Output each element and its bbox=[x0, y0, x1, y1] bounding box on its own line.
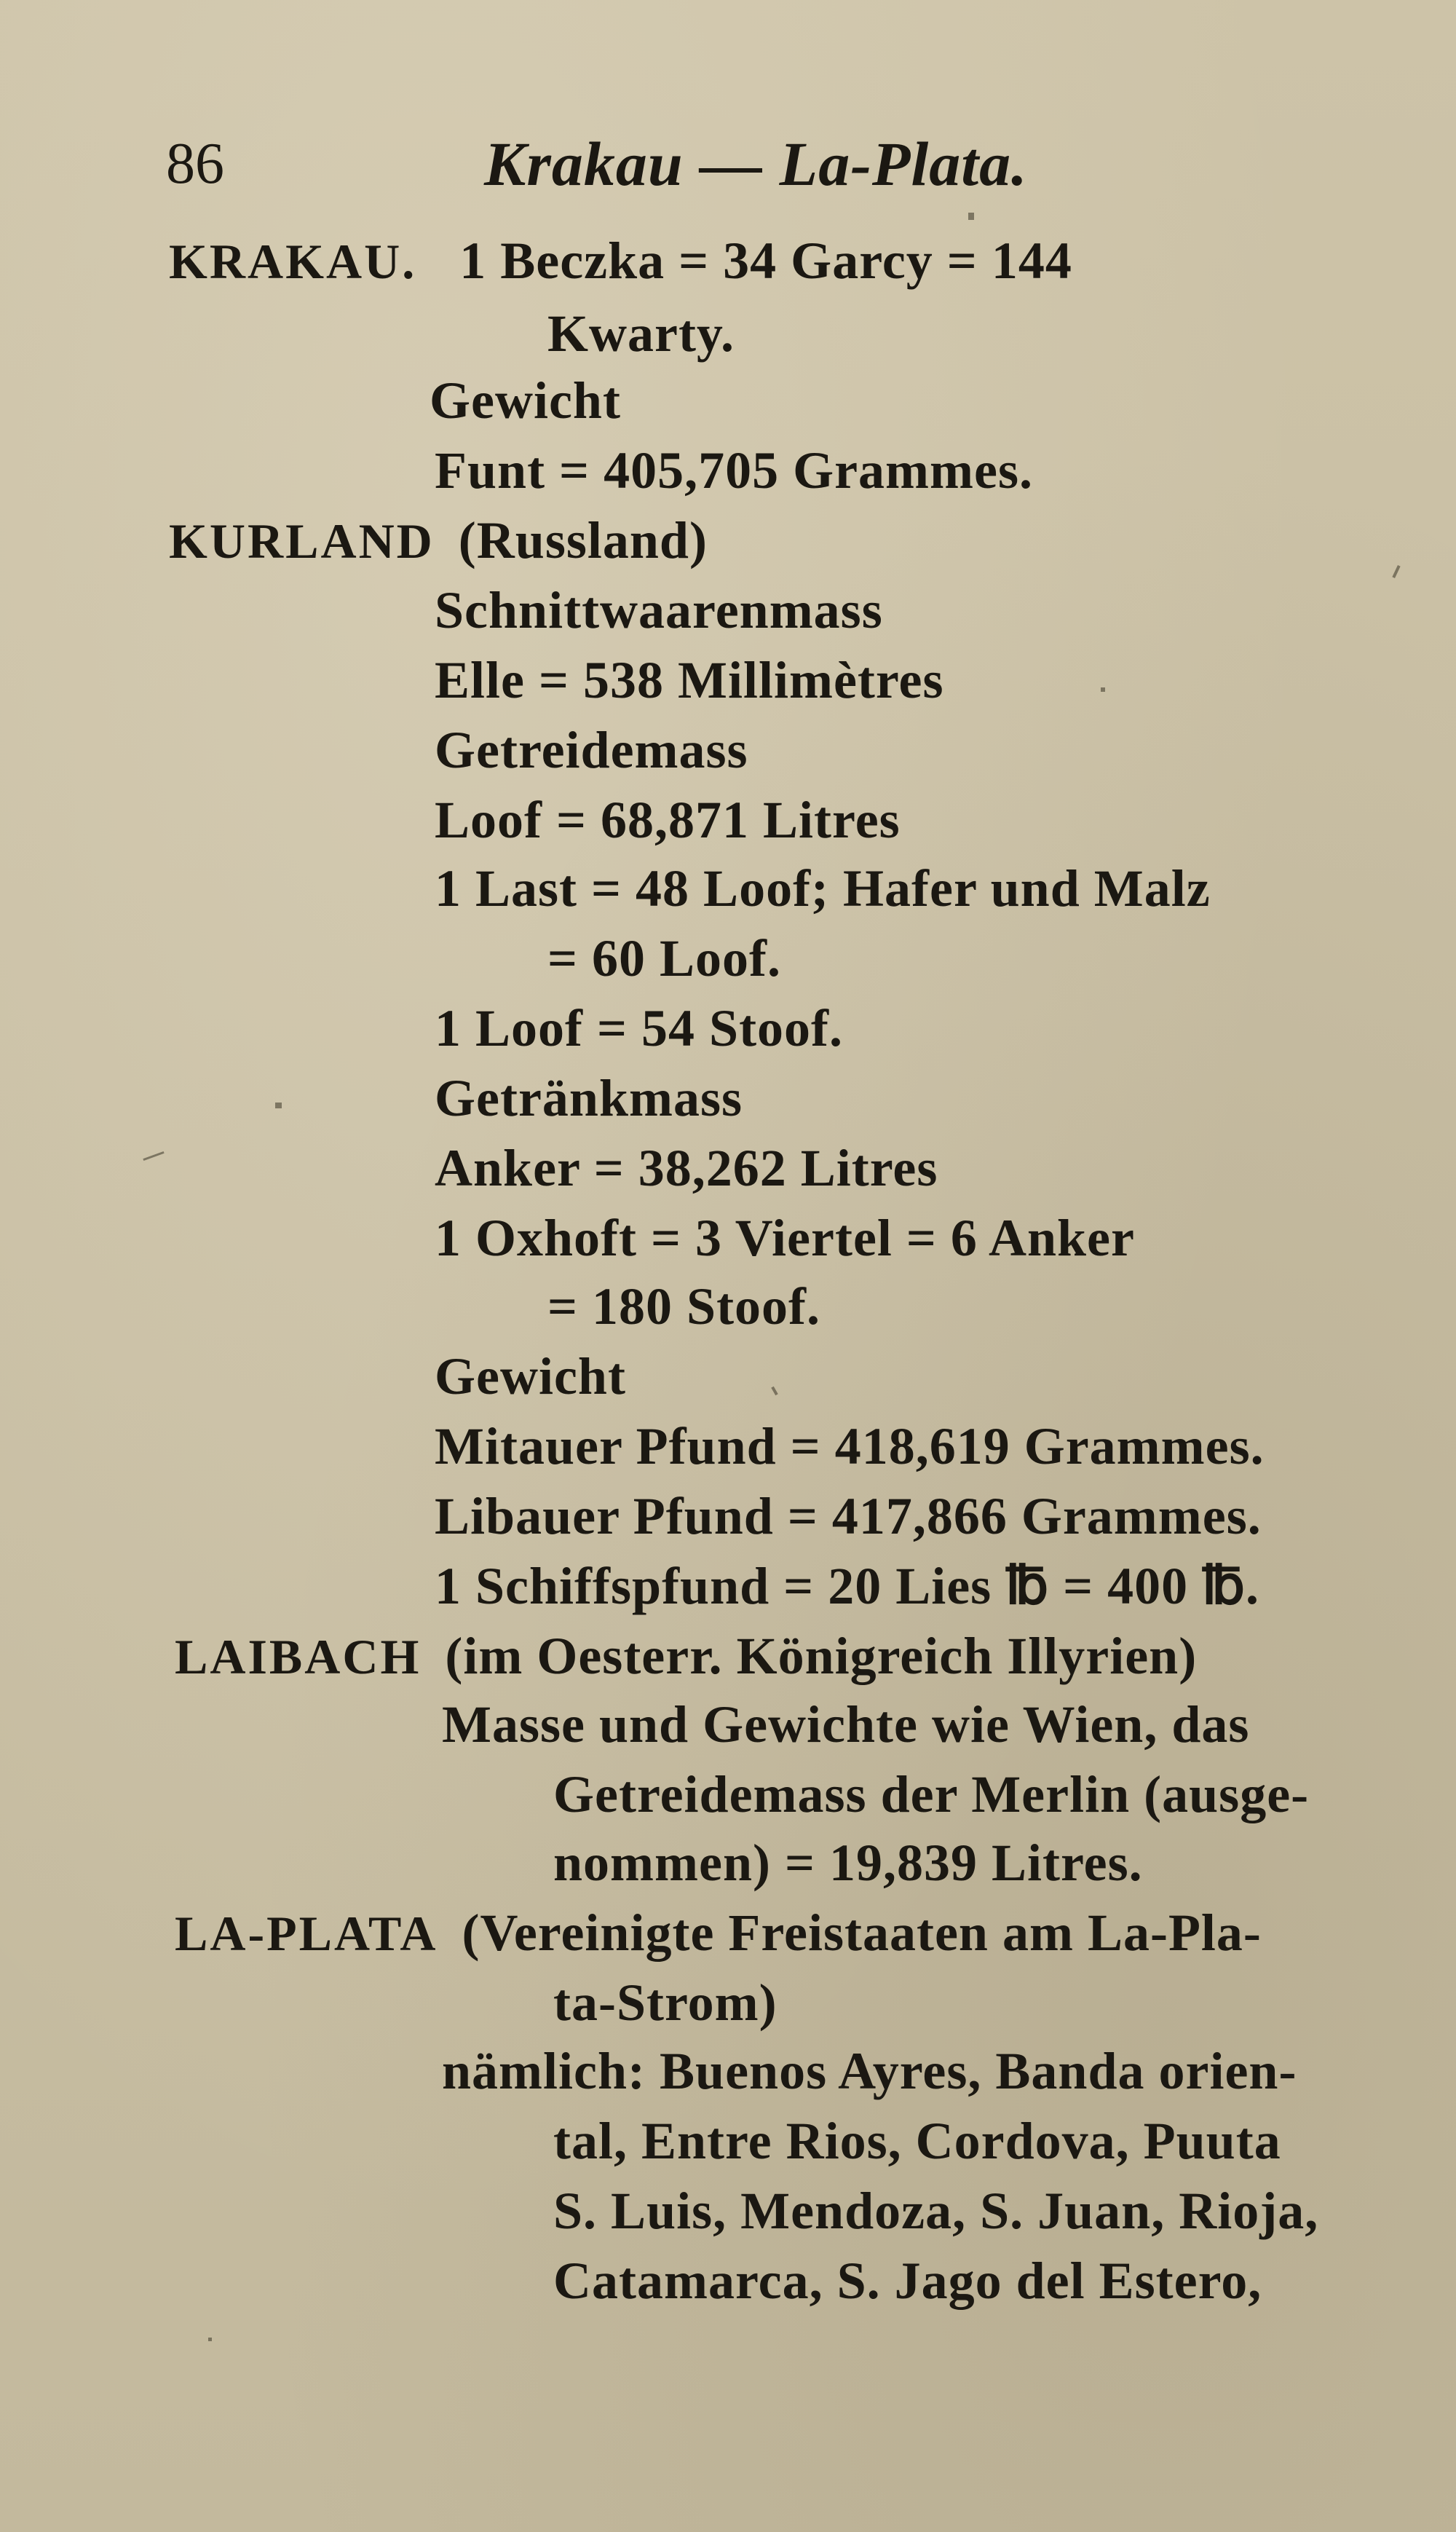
page-number: 86 bbox=[166, 132, 224, 196]
text-line: 1 Oxhoft = 3 Viertel = 6 Anker bbox=[435, 1209, 1135, 1267]
text-line: tal, Entre Rios, Cordova, Puuta bbox=[553, 2112, 1281, 2170]
text-line: = 180 Stoof. bbox=[547, 1277, 821, 1336]
running-title: Krakau — La-Plata. bbox=[484, 129, 1028, 199]
paper-speck bbox=[275, 1103, 282, 1108]
text-line: Anker = 38,262 Litres bbox=[435, 1139, 938, 1197]
paper-speck bbox=[208, 2338, 212, 2341]
text-line: Funt = 405,705 Grammes. bbox=[435, 441, 1033, 500]
text-line: ta-Strom) bbox=[553, 1973, 778, 2032]
entry-text: (Russland) bbox=[458, 511, 708, 569]
text-line: Catamarca, S. Jago del Estero, bbox=[553, 2252, 1262, 2310]
text-line: nämlich: Buenos Ayres, Banda orien- bbox=[442, 2042, 1297, 2100]
entry-heading-laplata: LA-PLATA bbox=[175, 1906, 438, 1961]
entry-text: 1 Beczka = 34 Garcy = 144 bbox=[459, 232, 1072, 290]
section-heading-schnittwaarenmass: Schnittwaarenmass bbox=[435, 581, 883, 639]
entry-krakau-line-1 bbox=[169, 226, 1072, 296]
entry-heading-laibach: LAIBACH bbox=[175, 1629, 422, 1684]
text-line: Kwarty. bbox=[547, 304, 735, 363]
entry-heading-kurland: KURLAND bbox=[169, 513, 435, 569]
paper-speck bbox=[771, 1387, 778, 1395]
text-line: 1 Schiffspfund = 20 Lies ℔ = 400 ℔. bbox=[435, 1557, 1259, 1615]
text-line: Getreidemass der Merlin (ausge- bbox=[553, 1765, 1310, 1823]
entry-kurland-line-1 bbox=[169, 505, 708, 576]
paper-speck bbox=[968, 213, 974, 220]
paper-speck bbox=[143, 1151, 164, 1161]
entry-laplata-line-1 bbox=[175, 1898, 1262, 1968]
text-line: = 60 Loof. bbox=[547, 929, 782, 987]
text-line: nommen) = 19,839 Litres. bbox=[553, 1834, 1143, 1892]
section-heading-gewicht: Gewicht bbox=[430, 371, 621, 430]
text-line: Libauer Pfund = 417,866 Grammes. bbox=[435, 1487, 1262, 1545]
entry-heading-krakau: KRAKAU. bbox=[169, 234, 417, 289]
text-line: S. Luis, Mendoza, S. Juan, Rioja, bbox=[553, 2182, 1319, 2240]
paper-speck bbox=[1392, 565, 1400, 578]
entry-text: (im Oesterr. Königreich Illyrien) bbox=[445, 1627, 1198, 1685]
section-heading-gewicht: Gewicht bbox=[435, 1347, 626, 1405]
paper-speck bbox=[1101, 687, 1105, 692]
text-line: Masse und Gewichte wie Wien, das bbox=[442, 1695, 1250, 1754]
entry-text: (Vereinigte Freistaaten am La-Pla- bbox=[462, 1904, 1262, 1962]
text-line: Loof = 68,871 Litres bbox=[435, 791, 901, 849]
text-line: Mitauer Pfund = 418,619 Grammes. bbox=[435, 1417, 1265, 1475]
text-line: Elle = 538 Millimètres bbox=[435, 651, 944, 709]
entry-laibach-line-1 bbox=[175, 1621, 1197, 1692]
running-head bbox=[0, 124, 1456, 204]
section-heading-getraenkmass: Getränkmass bbox=[435, 1069, 743, 1127]
text-line: 1 Last = 48 Loof; Hafer und Malz bbox=[435, 859, 1211, 918]
text-line: 1 Loof = 54 Stoof. bbox=[435, 999, 844, 1057]
section-heading-getreidemass: Getreidemass bbox=[435, 721, 748, 779]
